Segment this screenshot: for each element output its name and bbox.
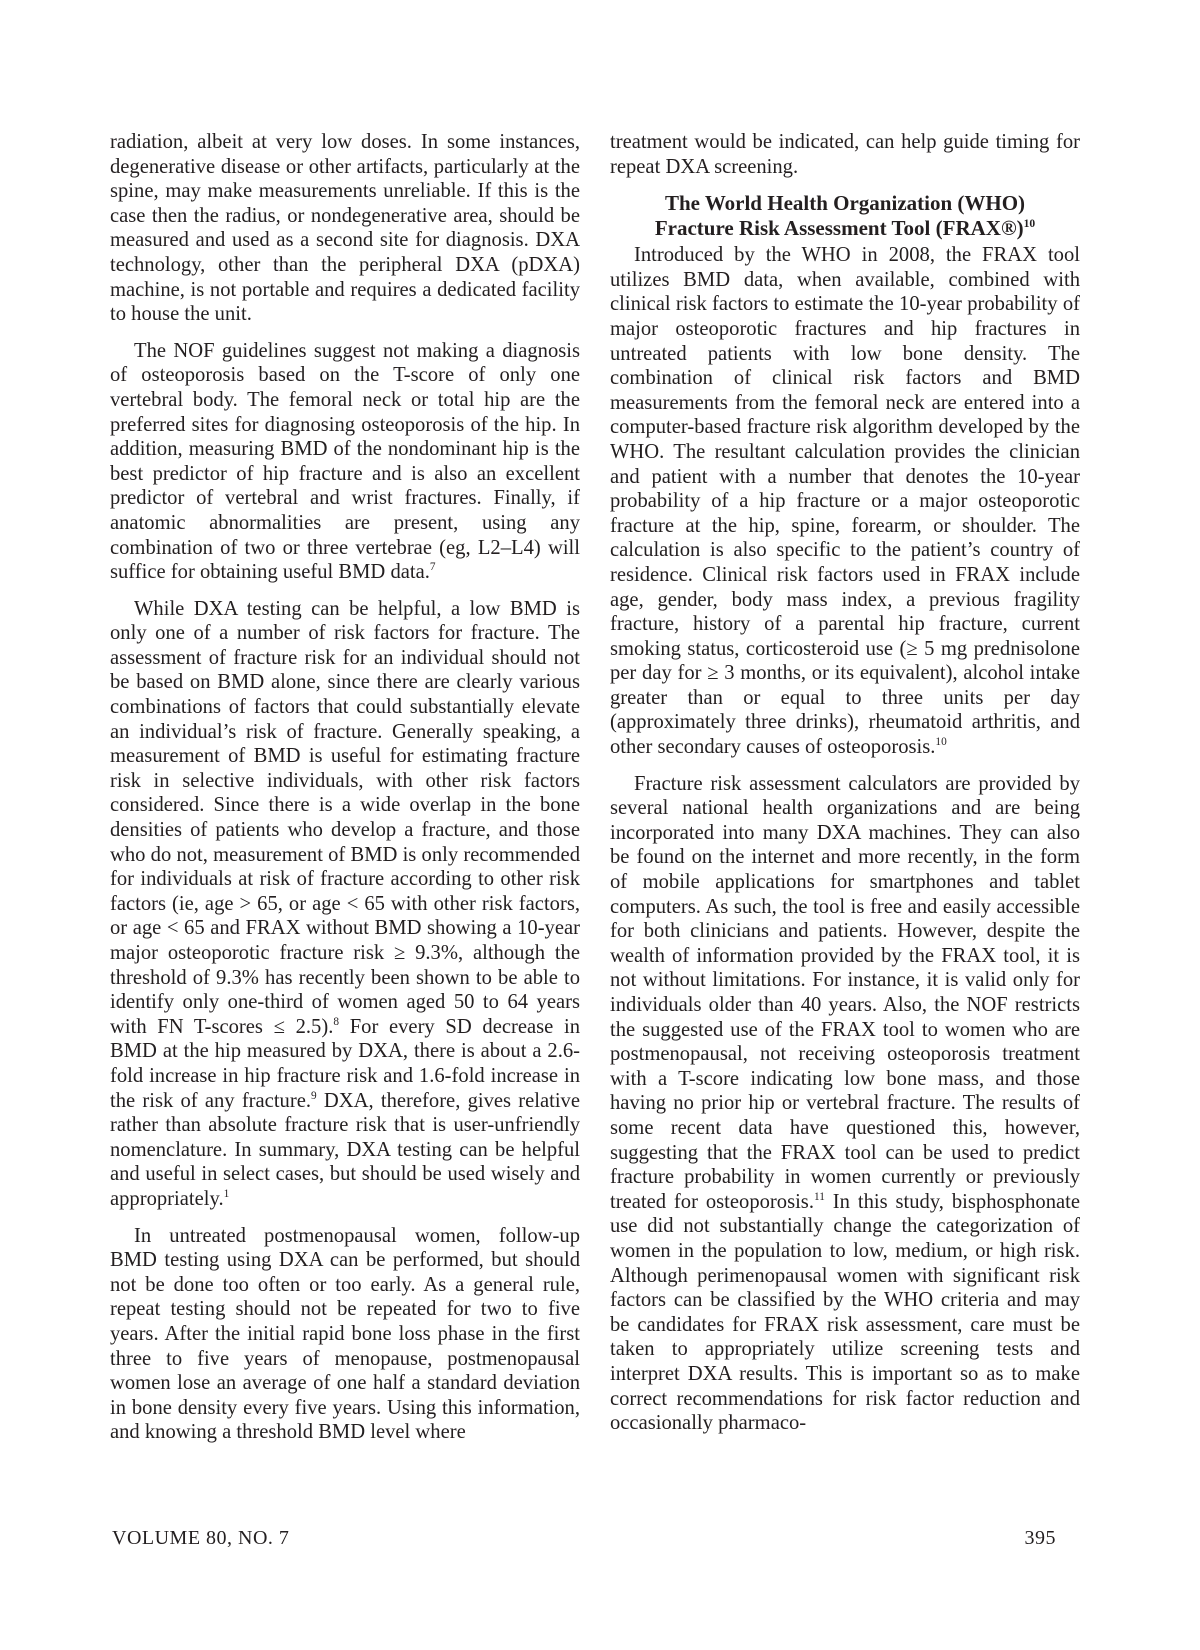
paragraph-risk-calculators: Fracture risk assessment calculators are provided by several national health organizations and are being incorporated into many DXA machines. They can also be found on the internet and more recently, in the form of mobile applications for smartphones and tablet computers. As such, the tool is free and easily accessible for both clinicians and patients. However, despite the wealth of information provided by the FRAX tool, it is not without limitations. For instance, it is valid only for individuals older than 40 years. Also, the NOF restricts the suggested use of the FRAX tool to women who are postmenopausal, not receiving osteoporosis treatment with a T-score indicating low bone mass, and those having no prior hip or vertebral fracture. The results of some recent data have questioned this, however, suggesting that the FRAX tool can be used to predict fracture probability in women currently or previously treated for osteoporosis.$^{11}$ In this study, bisphosphonate use did not substantially change the categorization of women in the population to low, medium, or high risk. Although perimenopausal women with significant risk factors can be classified by the WHO criteria and may be candidates for FRAX risk assessment, care must be taken to appropriately utilize screening tests and interpret DXA results. This is important so as to make correct recommendations for risk factor reduction and occasionally pharmaco-	[610, 772, 1080, 1435]
citation-ref: 1	[223, 1188, 230, 1201]
paragraph-continuation: treatment would be indicated, can help guide timing for repeat DXA screening.	[610, 131, 1080, 178]
section-heading-frax: The World Health Organization (WHO) Fracture Risk Assessment Tool (FRAX®)$^{10}$	[654, 191, 1036, 241]
paragraph-nof-guidelines: The NOF guidelines suggest not making a diagnosis of osteoporosis based on the T-score of only one vertebral body. The femoral neck or total hip are the preferred sites for diagnosing osteoporosis of the hip. In addition, measuring BMD of the nondominant hip is the best predictor of hip fracture and is also an excellent predictor of vertebral and wrist fractures. Finally, if anatomic abnormalities are present, using any combination of two or three vertebrae (eg, L2–L4) will suffice for obtaining useful BMD data.$^7$	[110, 339, 580, 584]
footer-volume: VOLUME 80, NO. 7	[112, 1527, 290, 1549]
paragraph-dxa-limitations: radiation, albeit at very low doses. In some instances, degenerative disease or other artifacts, particularly at the spine, may make measurements unreliable. If this is the case then the radius, or nondegenerative area, should be measured and used as a second site for diagnosis. DXA technology, other than the peripheral DXA (pDXA) machine, is not portable and requires a dedicated facility to house the unit.	[110, 131, 580, 326]
right-column	[610, 130, 1080, 1448]
citation-ref: 8	[333, 1015, 340, 1028]
citation-ref: 9	[311, 1089, 317, 1102]
footer-page-number: 395	[1024, 1527, 1056, 1549]
citation-ref: 7	[429, 561, 436, 574]
paragraph-frax-intro: Introduced by the WHO in 2008, the FRAX tool utilizes BMD data, when available, combined with clinical risk factors to estimate the 10-year probability of major osteoporotic fractures and hip fractures in untreated patients with low bone density. The combination of clinical risk factors and BMD measurements from the femoral neck are entered into a computer-based fracture risk algorithm developed by the WHO. The resultant calculation provides the clinician and patient with a number that denotes the 10-year probability of a hip fracture or a major osteoporotic fracture at the hip, spine, forearm, or shoulder. The calculation is also specific to the patient’s country of residence. Clinical risk factors used in FRAX include age, gender, body mass index, a previous fragility fracture, history of a parental hip fracture, current smoking status, corticosteroid use (≥ 5 mg prednisolone per day for ≥ 3 months, or its equivalent), alcohol intake greater than or equal to three units per day (approximately three drinks), rheumatoid arthritis, and other secondary causes of osteoporosis.$^{10}$	[610, 244, 1080, 759]
paragraph-fracture-risk: While DXA testing can be helpful, a low BMD is only one of a number of risk factors for fracture. The assessment of fracture risk for an individual should not be based on BMD alone, since there are clearly various combinations of factors that could substantially elevate an individual’s risk of fracture. Generally speaking, a measurement of BMD is useful for estimating fracture risk in selective individuals, with other risk factors considered. Since there is a wide overlap in the bone densities of patients who develop a fracture, and those who do not, measurement of BMD is only recommended for individuals at risk of fracture according to other risk factors (ie, age > 65, or age < 65 with other risk factors, or age < 65 and FRAX without BMD showing a 10-year major osteoporotic fracture risk ≥ 9.3%, although the threshold of 9.3% has recently been shown to be able to identify only one-third of women aged 50 to 64 years with FN T-scores ≤ 2.5).$^8$ For every SD decrease in BMD at the hip measured by DXA, there is about a 2.6-fold increase in hip fracture risk and 1.6-fold increase in the risk of any fracture.$^9$ DXA, therefore, gives relative rather than absolute fracture risk that is user-unfriendly nomenclature. In summary, DXA testing can be helpful and useful in select cases, but should be used wisely and appropriately.$^1$	[110, 597, 580, 1210]
citation-ref: 10	[1023, 218, 1036, 231]
left-column	[110, 130, 580, 1457]
citation-ref: 10	[935, 736, 947, 749]
citation-ref: 11	[813, 1190, 825, 1203]
paragraph-follow-up-testing: In untreated postmenopausal women, follow-up BMD testing using DXA can be performed, but should not be done too often or too early. As a general rule, repeat testing should not be repeated for two to five years. After the initial rapid bone loss phase in the first three to five years of menopause, postmenopausal women lose an average of one half a standard deviation in bone density every five years. Using this information, and knowing a threshold BMD level where	[110, 1224, 580, 1444]
